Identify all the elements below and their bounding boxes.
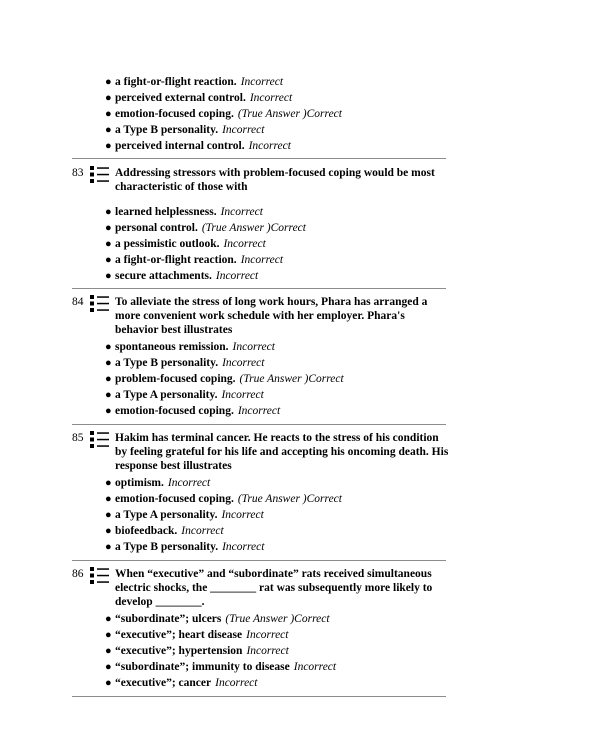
answer-option <box>105 205 263 219</box>
bullet-dot-icon: ● <box>105 677 112 689</box>
answer-option <box>105 660 337 674</box>
question-list-icon <box>90 295 110 313</box>
option-verdict: (True Answer )Correct <box>239 373 344 385</box>
answer-option <box>105 269 259 283</box>
question-number: 83 <box>72 167 84 179</box>
answer-option <box>105 372 344 386</box>
answer-option <box>105 476 211 490</box>
option-verdict: Incorrect <box>223 238 266 250</box>
option-text: a fight-or-flight reaction. <box>115 76 237 88</box>
answer-option <box>105 75 284 89</box>
option-text: a Type A personality. <box>115 389 218 401</box>
answer-option <box>105 524 224 538</box>
option-verdict: Incorrect <box>240 76 284 88</box>
option-text: “subordinate”; immunity to disease <box>115 661 290 673</box>
option-verdict: Incorrect <box>237 405 281 417</box>
option-text: secure attachments. <box>115 270 212 282</box>
answer-option <box>105 404 281 418</box>
option-text: problem-focused coping. <box>115 373 236 385</box>
divider <box>72 288 446 289</box>
option-text: spontaneous remission. <box>115 341 229 353</box>
bullet-dot-icon: ● <box>105 341 112 353</box>
option-verdict: Incorrect <box>246 629 289 641</box>
option-text: “executive”; heart disease <box>115 629 243 641</box>
bullet-dot-icon: ● <box>105 613 112 625</box>
question-number: 85 <box>72 432 84 444</box>
option-text: perceived internal control. <box>115 140 245 152</box>
option-verdict: Incorrect <box>222 357 265 369</box>
answer-option <box>105 628 289 642</box>
bullet-dot-icon: ● <box>105 140 112 152</box>
option-verdict: Incorrect <box>222 541 265 553</box>
option-text: “executive”; hypertension <box>115 645 243 657</box>
bullet-dot-icon: ● <box>105 92 112 104</box>
option-verdict: Incorrect <box>232 341 275 353</box>
bullet-dot-icon: ● <box>105 629 112 641</box>
option-verdict: (True Answer )Correct <box>201 222 306 234</box>
bullet-dot-icon: ● <box>105 238 112 250</box>
answer-option <box>105 612 330 626</box>
option-text: a Type B personality. <box>115 541 219 553</box>
option-text: a Type B personality. <box>115 124 219 136</box>
option-text: a pessimistic outlook. <box>115 238 220 250</box>
option-verdict: Incorrect <box>240 254 284 266</box>
option-text: emotion-focused coping. <box>115 108 234 120</box>
bullet-dot-icon: ● <box>105 76 112 88</box>
bullet-dot-icon: ● <box>105 661 112 673</box>
answer-option <box>105 356 265 370</box>
bullet-dot-icon: ● <box>105 357 112 369</box>
option-verdict: Incorrect <box>248 140 291 152</box>
question-text: Addressing stressors with problem-focused coping would be most characteristic of those with <box>115 167 435 193</box>
divider <box>72 424 446 425</box>
answer-option <box>105 139 291 153</box>
answer-option <box>105 540 265 554</box>
question-text: To alleviate the stress of long work hours, Phara has arranged a more convenient work schedule with her employer. Phara's behavior best illustrates <box>115 296 428 336</box>
option-text: “subordinate”; ulcers <box>115 613 222 625</box>
option-text: biofeedback. <box>115 525 178 537</box>
option-text: optimism. <box>115 477 164 489</box>
option-verdict: (True Answer )Correct <box>237 108 342 120</box>
bullet-dot-icon: ● <box>105 373 112 385</box>
option-verdict: Incorrect <box>215 270 259 282</box>
option-text: learned helplessness. <box>115 206 217 218</box>
bullet-dot-icon: ● <box>105 477 112 489</box>
question-text: Hakim has terminal cancer. He reacts to the stress of his condition by feeling grateful for his life and accepting his oncoming death. His response best illustrates <box>115 432 449 472</box>
bullet-dot-icon: ● <box>105 541 112 553</box>
bullet-dot-icon: ● <box>105 222 112 234</box>
bullet-dot-icon: ● <box>105 270 112 282</box>
option-verdict: Incorrect <box>293 661 337 673</box>
divider <box>72 696 446 697</box>
option-verdict: Incorrect <box>220 206 263 218</box>
option-text: “executive”; cancer <box>115 677 212 689</box>
option-text: personal control. <box>115 222 198 234</box>
divider <box>72 158 446 159</box>
answer-option <box>105 221 306 235</box>
bullet-dot-icon: ● <box>105 405 112 417</box>
bullet-dot-icon: ● <box>105 124 112 136</box>
bullet-dot-icon: ● <box>105 645 112 657</box>
answer-option <box>105 676 258 690</box>
bullet-dot-icon: ● <box>105 254 112 266</box>
answer-option <box>105 644 289 658</box>
divider <box>72 560 446 561</box>
question-text: When “executive” and “subordinate” rats received simultaneous electric shocks, the ________ rat was subsequently more likely to develop ________. <box>115 568 433 608</box>
question-list-icon <box>90 166 110 184</box>
answer-option <box>105 340 275 354</box>
option-text: perceived external control. <box>115 92 246 104</box>
answer-option <box>105 107 342 121</box>
option-text: a Type B personality. <box>115 357 219 369</box>
question-list-icon <box>90 567 110 585</box>
bullet-dot-icon: ● <box>105 493 112 505</box>
option-text: emotion-focused coping. <box>115 493 234 505</box>
option-verdict: Incorrect <box>215 677 258 689</box>
option-verdict: Incorrect <box>221 509 264 521</box>
option-verdict: Incorrect <box>221 389 264 401</box>
option-verdict: Incorrect <box>167 477 211 489</box>
option-text: a fight-or-flight reaction. <box>115 254 237 266</box>
bullet-dot-icon: ● <box>105 509 112 521</box>
answer-option <box>105 91 293 105</box>
option-verdict: Incorrect <box>246 645 289 657</box>
bullet-dot-icon: ● <box>105 108 112 120</box>
answer-option <box>105 492 342 506</box>
answer-option <box>105 237 266 251</box>
option-verdict: Incorrect <box>222 124 265 136</box>
answer-option <box>105 388 264 402</box>
option-verdict: Incorrect <box>249 92 293 104</box>
option-text: emotion-focused coping. <box>115 405 234 417</box>
option-verdict: (True Answer )Correct <box>237 493 342 505</box>
question-number: 86 <box>72 568 84 580</box>
bullet-dot-icon: ● <box>105 525 112 537</box>
question-number: 84 <box>72 296 84 308</box>
bullet-dot-icon: ● <box>105 389 112 401</box>
answer-option <box>105 508 264 522</box>
option-text: a Type A personality. <box>115 509 218 521</box>
answer-option <box>105 253 284 267</box>
answer-option <box>105 123 265 137</box>
option-verdict: Incorrect <box>181 525 224 537</box>
option-verdict: (True Answer )Correct <box>225 613 330 625</box>
bullet-dot-icon: ● <box>105 206 112 218</box>
question-list-icon <box>90 431 110 449</box>
